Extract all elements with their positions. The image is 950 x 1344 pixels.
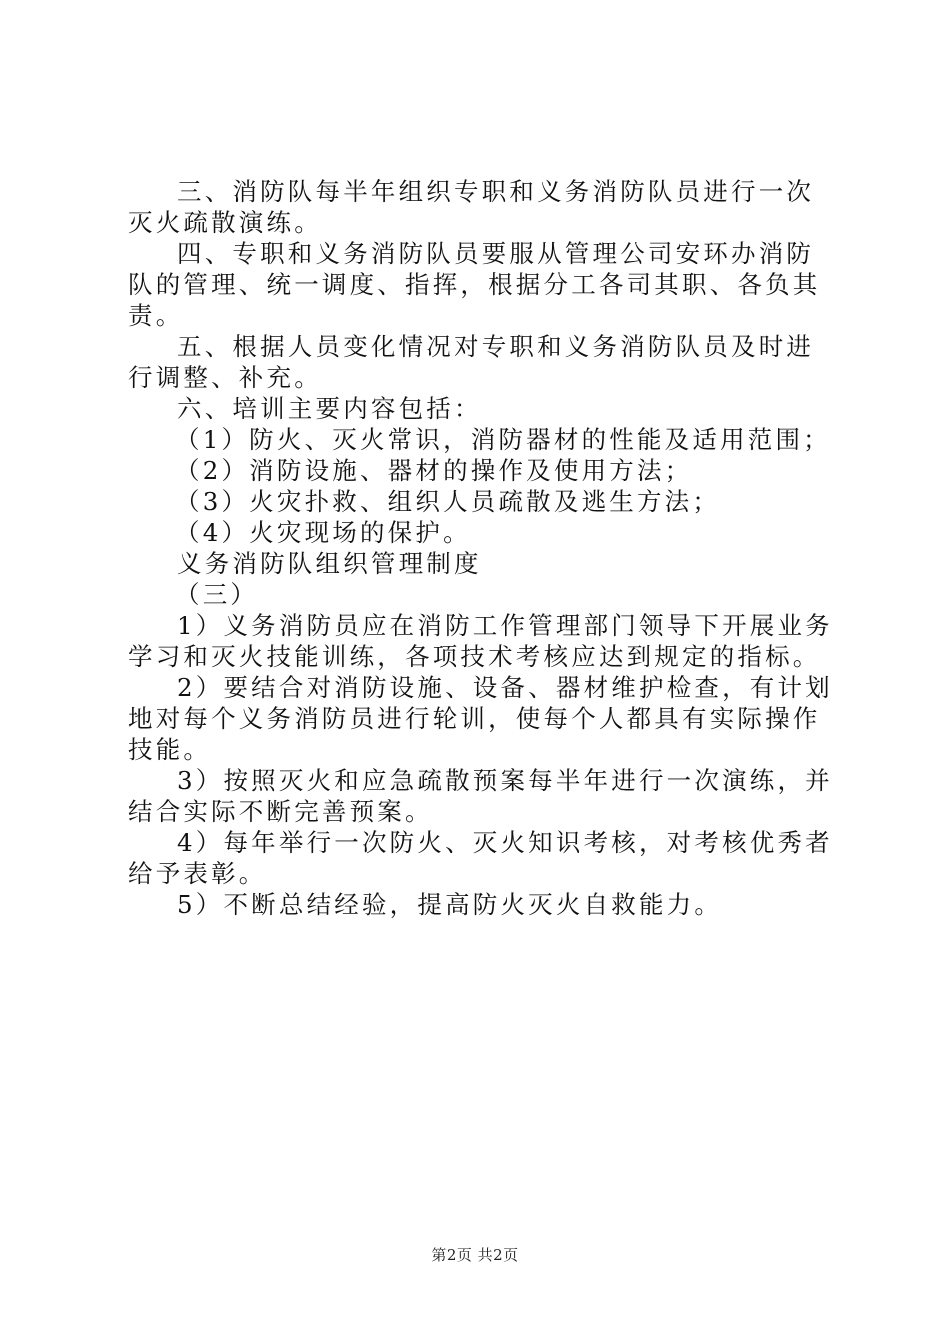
page-footer (0, 1244, 950, 1265)
paragraph-adjust-members: 五、根据人员变化情况对专职和义务消防队员及时进行调整、补充。 (128, 332, 815, 392)
paragraph-training-contents: 六、培训主要内容包括： (177, 394, 482, 423)
rule-item-4: 4）每年举行一次防火、灭火知识考核，对考核优秀者给予表彰。 (128, 828, 833, 888)
section-title: 义务消防队组织管理制度 (177, 549, 482, 578)
paragraph-obey-management: 四、专职和义务消防队员要服从管理公司安环办消防队的管理、统一调度、指挥，根据分工各司其职、各负其责。 (128, 239, 821, 330)
rule-item-3: 3）按照灭火和应急疏散预案每半年进行一次演练，并结合实际不断完善预案。 (128, 766, 833, 826)
list-item-training-3: （3）火灾扑救、组织人员疏散及逃生方法； (175, 487, 721, 516)
rule-item-5: 5）不断总结经验，提高防火灭火自救能力。 (177, 890, 723, 919)
document-body (128, 176, 838, 920)
rule-item-1: 1）义务消防员应在消防工作管理部门领导下开展业务学习和灭火技能训练，各项技术考核应达到规定的指标。 (128, 611, 833, 671)
rule-item-2: 2）要结合对消防设施、设备、器材维护检查，有计划地对每个义务消防员进行轮训，使每个人都具有实际操作技能。 (128, 673, 833, 764)
list-item-training-4: （4）火灾现场的保护。 (175, 518, 471, 547)
list-item-training-1: （1）防火、灭火常识，消防器材的性能及适用范围； (175, 425, 831, 454)
page-number: 第2页 共2页 (431, 1246, 519, 1264)
paragraph-drill: 三、消防队每半年组织专职和义务消防队员进行一次灭火疏散演练。 (128, 177, 815, 237)
section-number: （三） (175, 580, 259, 609)
list-item-training-2: （2）消防设施、器材的操作及使用方法； (175, 456, 693, 485)
